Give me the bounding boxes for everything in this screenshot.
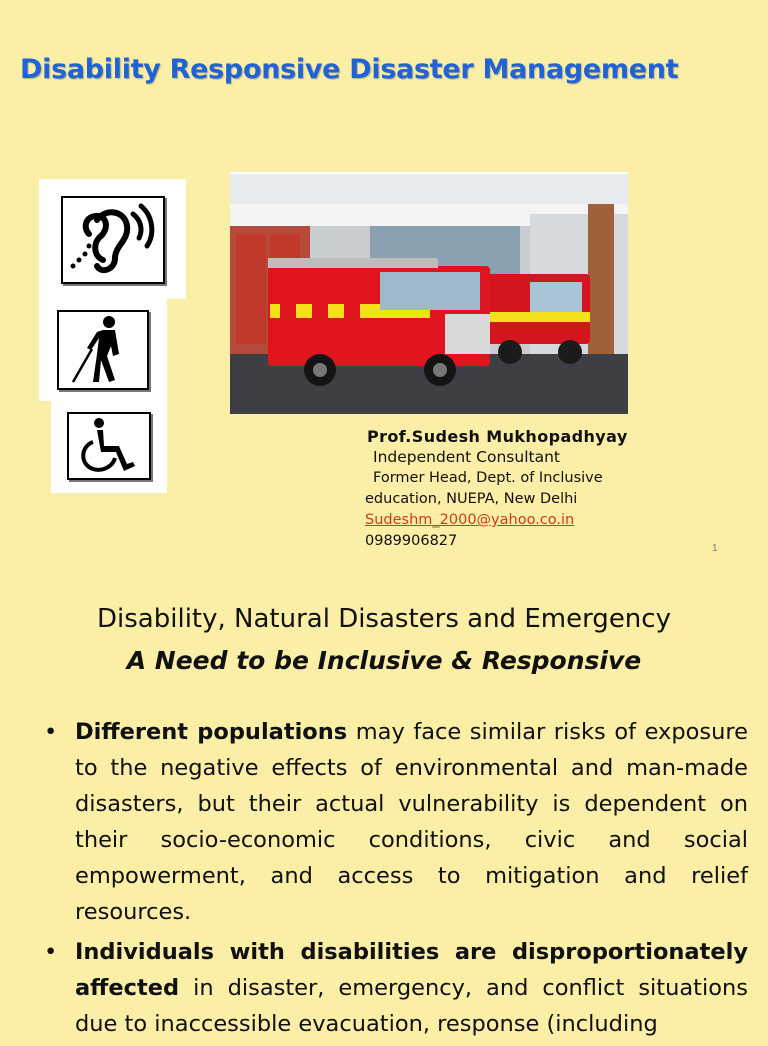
- content-slide: [0, 586, 768, 1037]
- list-item: [20, 714, 748, 930]
- wheelchair-icon: [67, 412, 151, 480]
- list-item: [20, 934, 748, 1042]
- author-former-line2: education, NUEPA, New Delhi: [365, 491, 578, 507]
- bullet-list: [20, 714, 748, 1046]
- bullet-bold-text: Individuals with disabilities are disproportionately affected: [75, 939, 748, 1001]
- bullet-text: may face similar risks of exposure to the negative effects of environmental and man-made disasters, but their actual vulnerability is dependent on their socio-economic conditions, civic and social empowerment, and access to mitigation and relief resources.: [75, 719, 748, 925]
- author-name: Prof.Sudesh Mukhopadhyay: [367, 427, 628, 446]
- slide-title: Disability Responsive Disaster Management: [20, 54, 679, 85]
- author-role: Independent Consultant: [373, 448, 560, 466]
- slide-subheading: A Need to be Inclusive & Responsive: [126, 646, 642, 675]
- hearing-loop-icon: [61, 196, 165, 284]
- slide-heading: Disability, Natural Disasters and Emergency: [97, 604, 671, 634]
- slide-number: 1: [712, 543, 718, 554]
- author-phone: 0989906827: [365, 533, 458, 549]
- author-former-line1: Former Head, Dept. of Inclusive: [373, 470, 603, 486]
- bullet-text: in disaster, emergency, and conflict situations due to inaccessible evacuation, response (including: [75, 975, 748, 1037]
- bullet-bold-text: Different populations: [75, 719, 348, 745]
- blind-person-cane-icon: [57, 310, 149, 390]
- author-block: [365, 426, 745, 552]
- author-email-link[interactable]: Sudeshm_2000@yahoo.co.in: [365, 512, 575, 528]
- fire-engines-photo: [230, 172, 628, 414]
